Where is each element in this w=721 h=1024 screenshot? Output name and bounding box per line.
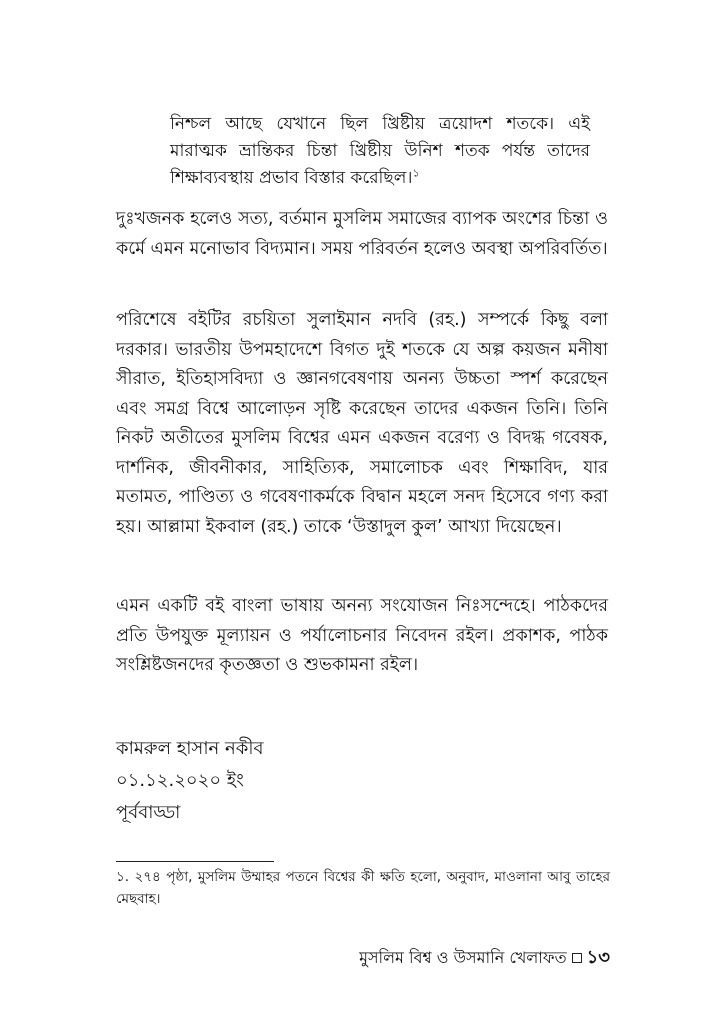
footnote-divider bbox=[116, 861, 274, 862]
signature-block bbox=[116, 733, 264, 829]
square-ornament-icon bbox=[572, 953, 582, 963]
signature-date: ০১.১২.২০২০ ইং bbox=[116, 770, 244, 791]
author-name: কামরুল হাসান নকীব bbox=[116, 738, 264, 759]
paragraph-1: দুঃখজনক হলেও সত্য, বর্তমান মুসলিম সমাজের ব্যাপক অংশের চিন্তা ও কর্মে এমন মনোভাব বিদ্যমান। সময় পরিবর্তন হলেও অবস্থা অপরিবর্তিত। bbox=[116, 209, 608, 259]
paragraph-2: পরিশেষে বইটির রচয়িতা সুলাইমান নদবি (রহ.) সম্পর্কে কিছু বলা দরকার। ভারতীয় উপমহাদেশে বিগত দুই শতকে যে অল্প কয়জন মনীষা সীরাত, ইতিহাসবিদ্যা ও জ্ঞানগবেষণায় অনন্য উচ্চতা স্পর্শ করেছেন এবং সমগ্র বিশ্বে আলোড়ন সৃষ্টি করেছেন তাদের একজন তিনি। তিনি নিকট অতীতের মুসলিম বিশ্বের এমন একজন বরেণ্য ও বিদগ্ধ গবেষক, দার্শনিক, জীবনীকার, সাহিত্যিক, সমালোচক এবং শিক্ষাবিদ, যার মতামত, পাণ্ডিত্য ও গবেষণাকর্মকে বিদ্বান মহলে সনদ হিসেবে গণ্য করা হয়। আল্লামা ইকবাল (রহ.) তাকে ‘উস্তাদুল কুল’ আখ্যা দিয়েছেন। bbox=[116, 310, 608, 537]
footnote: ১. ২৭৪ পৃষ্ঠা, মুসলিম উম্মাহর পতনে বিশ্বের কী ক্ষতি হলো, অনুবাদ, মাওলানা আবু তাহের মেছবাহ। bbox=[116, 869, 610, 907]
block-quote bbox=[170, 111, 590, 192]
running-title: মুসলিম বিশ্ব ও উসমানি খেলাফত bbox=[359, 948, 567, 967]
signature-place: পূর্ববাড্ডা bbox=[116, 802, 181, 823]
paragraph-3: এমন একটি বই বাংলা ভাষায় অনন্য সংযোজন নিঃসন্দেহে। পাঠকদের প্রতি উপযুক্ত মূল্যায়ন ও পর্যালোচনার নিবেদন রইল। প্রকাশক, পাঠক সংশ্লিষ্টজনদের কৃতজ্ঞতা ও শুভকামনা রইল। bbox=[116, 596, 608, 675]
page-number: ১৩ bbox=[586, 947, 610, 968]
running-footer bbox=[359, 947, 610, 969]
footnote-reference: ১ bbox=[412, 166, 420, 180]
quote-text: নিশ্চল আছে যেখানে ছিল খ্রিষ্টীয় ত্রয়োদশ শতকে। এই মারাত্মক ভ্রান্তিকর চিন্তা খ্রিষ্টীয় উনিশ শতক পর্যন্ত তাদের শিক্ষাব্যবস্থায় প্রভাব বিস্তার করেছিল। bbox=[170, 114, 590, 188]
